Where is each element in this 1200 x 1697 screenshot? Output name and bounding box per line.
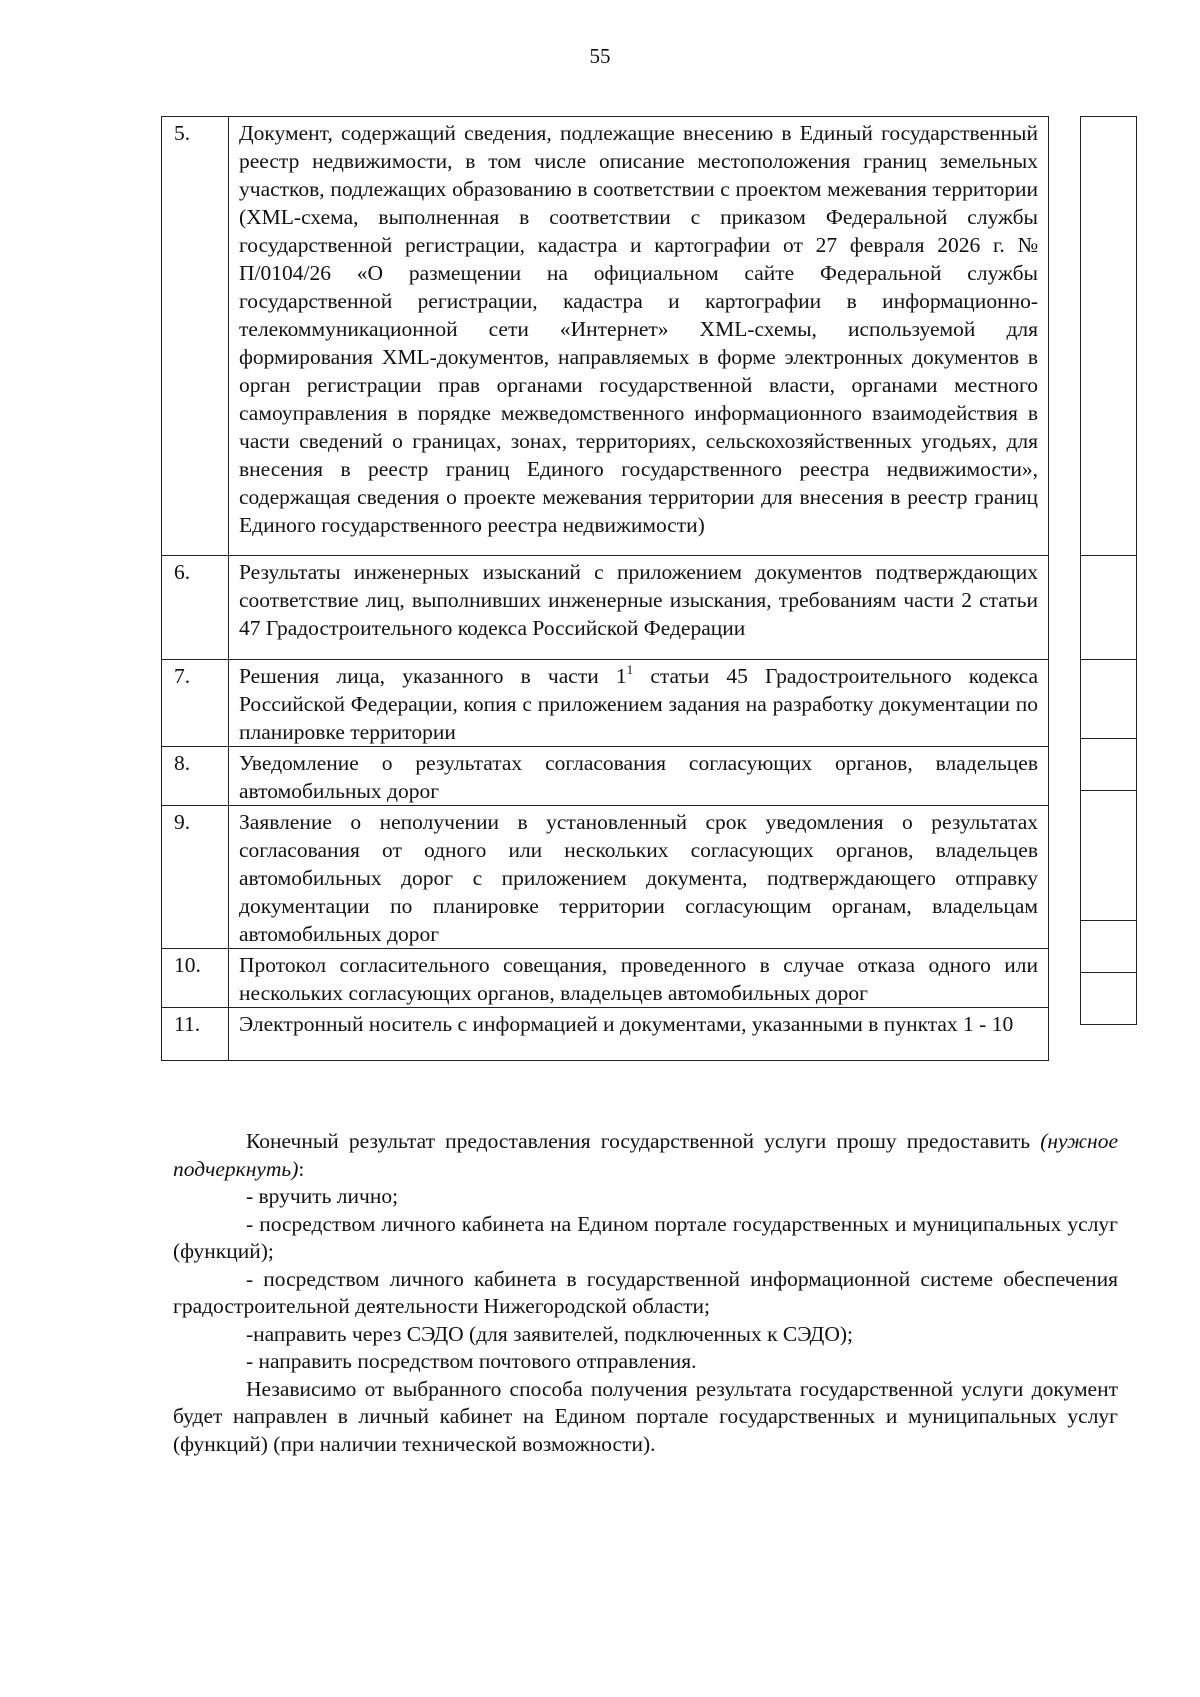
intro-colon: : [298, 1156, 305, 1181]
delivery-option-in-person: - вручить лично; [246, 1184, 399, 1208]
row-text: Документ, содержащий сведения, подлежащие внесению в Единый государственный реестр недвижимости, в том числе описание местоположения границ земельных участков, подлежащих образованию в соответствии с проектом межевания территории (XML-схема, выполненная в соответствии с приказом Федеральной службы государственной регистрации, кадастра и картографии от 27 февраля 2026 г. № П/0104/26 «О размещении на официальном сайте Федеральной службы государственной регистрации, кадастра и картографии в информационно-телекоммуникационной сети «Интернет» XML-схемы, используемой для формирования XML-документов, направляемых в форме электронных документов в орган регистрации прав органами государственной власти, органами местного самоуправления в порядке межведомственного информационного взаимодействия в части сведений о границах, зонах, территориях, сельскохозяйственных угодьях, для внесения в реестр границ Единого государственного реестра недвижимости», содержащая сведения о проекте межевания территории для внесения в реестр границ Единого государственного реестра недвижимости) [229, 117, 1049, 556]
row-text: Уведомление о результатах согласования согласующих органов, владельцев автомобильных дорог [229, 747, 1049, 806]
footnote-superscript: 1 [626, 662, 634, 677]
result-delivery-section [173, 1128, 1118, 1458]
closing-paragraph: Независимо от выбранного способа получения результата государственной услуги документ будет направлен в личный кабинет на Едином портале государственных и муниципальных услуг (функций) (при наличии технической возможности). [173, 1376, 1118, 1456]
checkbox-11[interactable] [1080, 972, 1137, 1025]
delivery-option-sedo: -направить через СЭДО (для заявителей, подключенных к СЭДО); [246, 1321, 853, 1346]
intro-text: Конечный результат предоставления государственной услуги прошу предоставить [246, 1129, 1031, 1153]
row-text [229, 660, 1049, 747]
row-text: Протокол согласительного совещания, проведенного в случае отказа одного или нескольких согласующих органов, владельцев автомобильных дорог [229, 949, 1049, 1008]
row-text: Заявление о неполучении в установленный срок уведомления о результатах согласования от одного или нескольких согласующих органов, владельцев автомобильных дорог с приложением документа, подтверждающего отправку документации по планировке территории согласующим органам, владельцам автомобильных дорог [229, 806, 1049, 949]
checkbox-7[interactable] [1080, 659, 1137, 738]
table-row [162, 117, 1049, 556]
row-text: Электронный носитель с информацией и документами, указанными в пунктах 1 - 10 [229, 1008, 1049, 1061]
documents-table [161, 116, 1049, 1061]
table-row [162, 806, 1049, 949]
intro-italic-note: (нужное подчеркнуть) [173, 1129, 1118, 1181]
row-text: Результаты инженерных изысканий с приложением документов подтверждающих соответствие лиц, выполнивших инженерные изыскания, требованиям части 2 статьи 47 Градостроительного кодекса Российской Федерации [229, 556, 1049, 660]
row-number: 7. [162, 660, 229, 747]
delivery-option-post: - направить посредством почтового отправления. [246, 1349, 697, 1373]
checkbox-9[interactable] [1080, 790, 1137, 920]
row-number: 8. [162, 747, 229, 806]
intro-paragraph [173, 1128, 1118, 1183]
checkbox-10[interactable] [1080, 920, 1137, 972]
row-number: 11. [162, 1008, 229, 1061]
row-text-rest: статьи 45 Градостроительного кодекса Российской Федерации, копия с приложением задания на разработку документации по планировке территории [239, 664, 1038, 744]
table-row [162, 660, 1049, 747]
table-row [162, 1008, 1049, 1061]
table-row [162, 949, 1049, 1008]
checkbox-5[interactable] [1080, 116, 1137, 555]
table-row [162, 556, 1049, 660]
table-row [162, 747, 1049, 806]
checkbox-6[interactable] [1080, 555, 1137, 659]
row-number: 5. [162, 117, 229, 556]
delivery-option-gosuslugi: - посредством личного кабинета на Едином портале государственных и муниципальных услуг (функций); [173, 1211, 1118, 1263]
row-text-main: Решения лица, указанного в части 1 [239, 664, 627, 688]
row-number: 10. [162, 949, 229, 1008]
checkbox-8[interactable] [1080, 738, 1137, 790]
page-number: 55 [589, 44, 611, 68]
delivery-option-gisogd: - посредством личного кабинета в государственной информационной системе обеспечения градостроительной деятельности Нижегородской области; [173, 1266, 1118, 1318]
checkbox-column [1080, 116, 1137, 1025]
row-number: 6. [162, 556, 229, 660]
row-number: 9. [162, 806, 229, 949]
